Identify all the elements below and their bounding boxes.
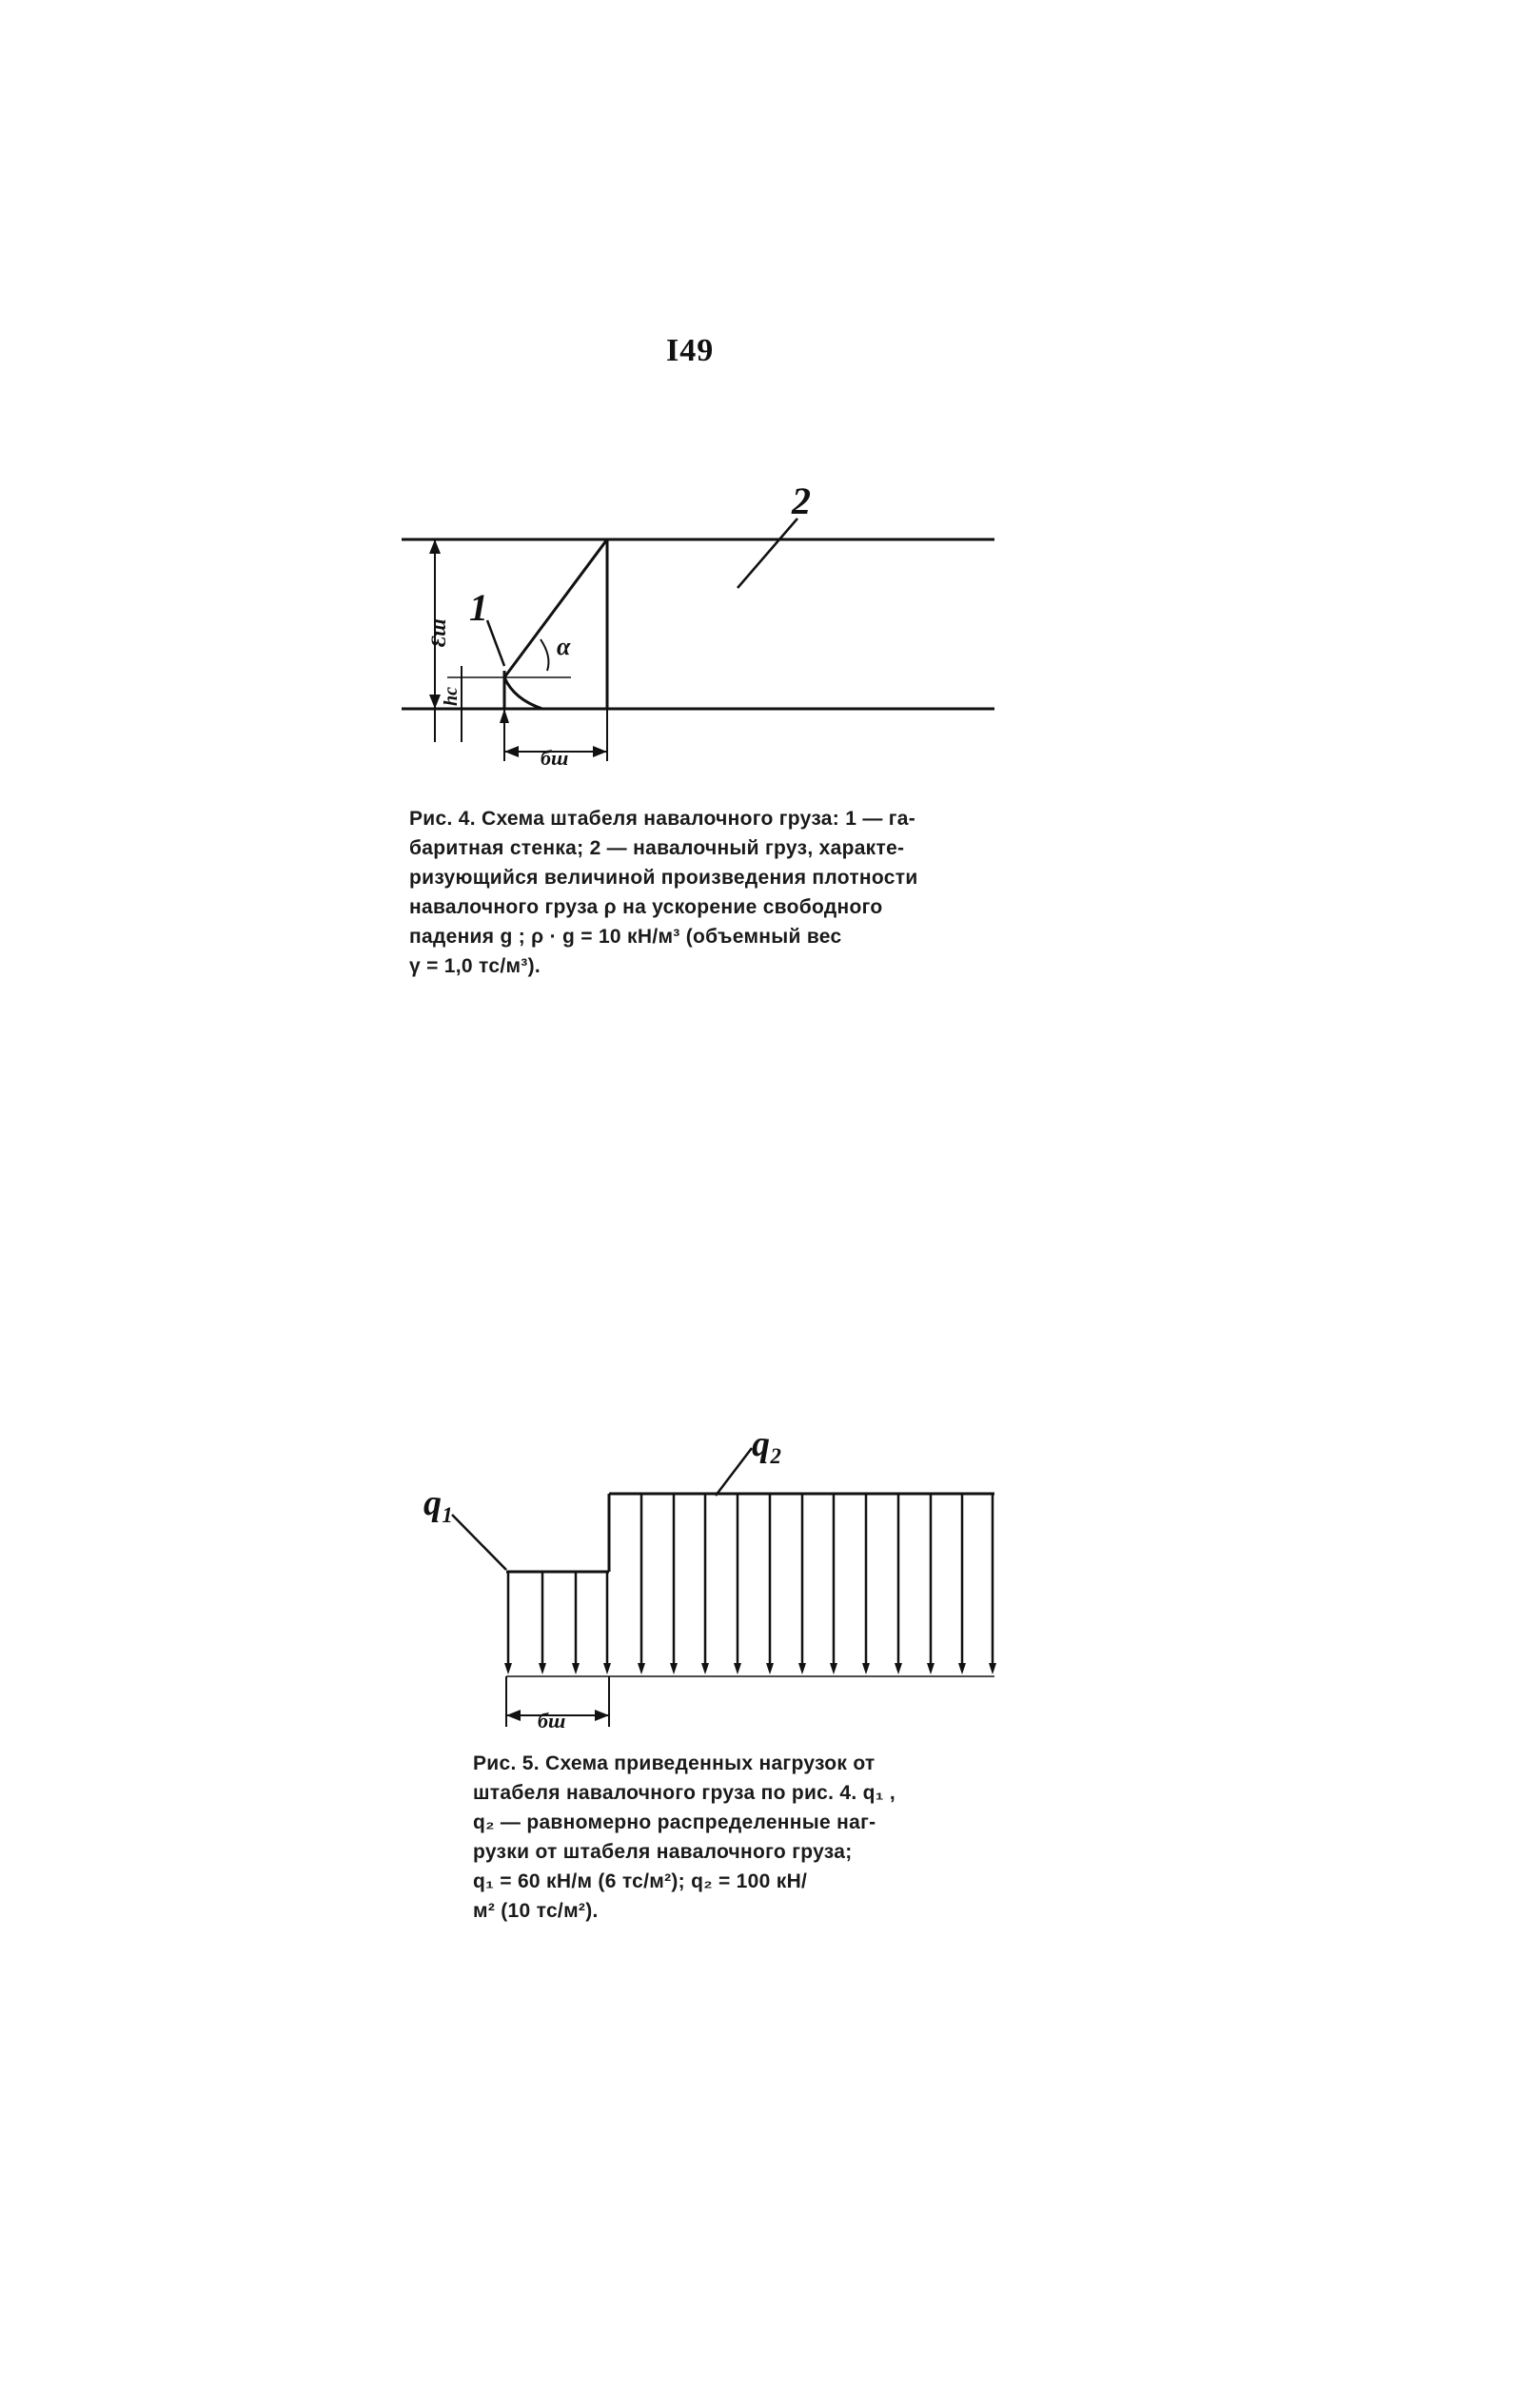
fig4-label-small-height: hс — [441, 687, 462, 706]
fig5-q2-load-arrow-head — [670, 1663, 678, 1674]
fig5-q2-load-arrow-head — [638, 1663, 645, 1674]
fig4-label-1: 1 — [469, 586, 488, 629]
fig5-q2-load-arrow-head — [927, 1663, 935, 1674]
fig5-q2-load-arrow-head — [798, 1663, 806, 1674]
fig4-wall-fillet — [504, 677, 542, 709]
fig5-label-q2: q₂ — [752, 1424, 783, 1464]
fig4-angle-arc — [541, 639, 548, 671]
fig5-caption-line: м² (10 тс/м²). — [473, 1900, 599, 1922]
fig5-q2-load-arrow-head — [862, 1663, 870, 1674]
fig5-caption-line: Рис. 5. Схема приведенных нагрузок от — [473, 1752, 876, 1774]
fig5-q2-load-arrow-head — [830, 1663, 837, 1674]
fig5-q2-load-arrow-head — [989, 1663, 996, 1674]
fig5-caption-line: q₁ = 60 кН/м (6 тс/м²); q₂ = 100 кН/ — [473, 1870, 808, 1892]
fig4-label-angle: α — [557, 633, 571, 660]
fig4-caption-line: падения g ; ρ · g = 10 кН/м³ (объемный вес — [409, 926, 842, 948]
fig5-label-width: бш — [538, 1709, 566, 1733]
fig5-leader-q1 — [452, 1515, 506, 1570]
fig5-q2-load-arrow-head — [958, 1663, 966, 1674]
fig5-q1-load-arrow-head — [572, 1663, 580, 1674]
fig4-label-width: бш — [541, 746, 569, 770]
fig5-caption-line: рузки от штабеля навалочного груза; — [473, 1841, 853, 1863]
fig5-caption-line: штабеля навалочного груза по рис. 4. q₁ , — [473, 1782, 896, 1804]
fig5-q2-load-arrow-head — [734, 1663, 741, 1674]
fig4-caption-line: баритная стенка; 2 — навалочный груз, характе- — [409, 837, 905, 859]
fig4-label-2: 2 — [792, 480, 811, 522]
page-number: I49 — [666, 333, 715, 368]
fig4-label-height: Ɛш — [426, 618, 450, 647]
fig5-q2-load-arrow-head — [766, 1663, 774, 1674]
figure-4-caption — [409, 804, 1018, 981]
fig4-slope-line — [504, 539, 607, 677]
fig5-q1-load-arrow-head — [539, 1663, 546, 1674]
fig4-caption-line: навалочного груза ρ на ускорение свободного — [409, 896, 883, 918]
fig5-q2-load-arrow-head — [895, 1663, 902, 1674]
fig5-leader-q2 — [716, 1448, 752, 1496]
fig4-caption-line: γ = 1,0 тс/м³). — [409, 955, 541, 977]
figure-5-caption — [473, 1749, 992, 1926]
fig5-q1-load-arrow-head — [603, 1663, 611, 1674]
fig4-caption-line: ризующийся величиной произведения плотности — [409, 867, 918, 889]
fig5-q2-load-arrow-head — [701, 1663, 709, 1674]
fig4-caption-line: Рис. 4. Схема штабеля навалочного груза: 1 — га- — [409, 808, 916, 830]
fig5-label-q1: q₁ — [423, 1483, 455, 1523]
fig4-leader-2 — [738, 519, 797, 588]
fig4-leader-1 — [487, 620, 504, 666]
fig5-q1-load-arrow-head — [504, 1663, 512, 1674]
fig5-caption-line: q₂ — равномерно распределенные наг- — [473, 1811, 876, 1833]
